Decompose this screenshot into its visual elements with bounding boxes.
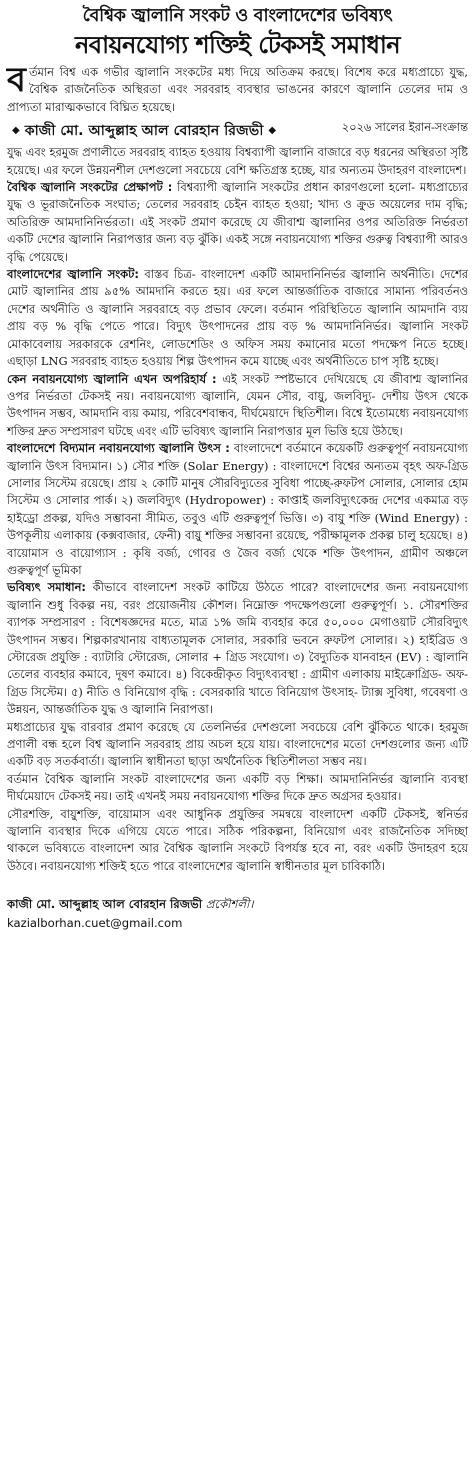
author-email[interactable]: kazialborhan.cuet@gmail.com xyxy=(7,916,183,931)
paragraph-6: মধ্যপ্রাচ্যের যুদ্ধ বারবার প্রমাণ করেছে যে তেলনির্ভর দেশগুলো সবচেয়ে বেশি ঝুঁকিতে থাকে। হরমুজ প্রণালী বন্ধ হলে বিশ্ব জ্বালানি সরবরাহ প্রায় অচল হয়ে যায়। বাংলাদেশের মতো দেশগুলোর জন্য এটি একটি বড় সতর্কবার্তা। জ্বালানি স্বাধীনতা ছাড়া অর্থনৈতিক স্থিতিশীলতা সম্ভব নয়। xyxy=(7,719,468,769)
section-context xyxy=(7,179,468,266)
section-text: বাংলাদেশে বর্তমানে কয়েকটি গুরুত্বপূর্ণ নবায়নযোগ্য জ্বালানি উৎস বিদ্যমান। ১) সৌর শক্তি (Solar Energy) : বাংলাদেশে বিশ্বের অন্যতম বৃহৎ অফ-গ্রিড সোলার সিস্টেম রয়েছে। প্রায় ২ কোটি মানুষ সৌরবিদ্যুতের সুবিধা পাচ্ছে-রুফটপ সোলার, সোলার হোম সিস্টেম ও সোলার পার্ক। ২) জলবিদ্যুৎ (Hydropower) : কাপ্তাই জলবিদ্যুৎকেন্দ্র দেশের একমাত্র বড় হাইড্রো প্রকল্প, যদিও সম্ভাবনা সীমিত, তবুও এটি গুরুত্বপূর্ণ ভিত্তি। ৩) বায়ু শক্তি (Wind Energy) : উপকূলীয় এলাকায় (কক্সবাজার, ফেনী) বায়ু শক্তির সম্ভাবনা রয়েছে, পরীক্ষামূলক প্রকল্প চালু হয়েছে। ৪) বায়োমাস ও বায়োগ্যাস : কৃষি বর্জ্য, গোবর ও জৈব বর্জ্য থেকে শক্তি উৎপাদন, গ্রামীণ অঞ্চলে গুরুত্বপূর্ণ ভূমিকা xyxy=(7,441,468,577)
paragraph-7: বর্তমান বৈশ্বিক জ্বালানি সংকট বাংলাদেশের জন্য একটি বড় শিক্ষা। আমদানিনির্ভর জ্বালানি ব্যবস্থা দীর্ঘমেয়াদে টেকসই নয়। তাই এখনই সময় নবায়নযোগ্য শক্তির দিকে দ্রুত অগ্রসর হওয়ার। xyxy=(7,771,468,804)
article-kicker: বৈশ্বিক জ্বালানি সংকট ও বাংলাদেশের ভবিষ্যৎ xyxy=(82,6,393,26)
signature xyxy=(7,895,468,914)
drop-cap: ব xyxy=(7,60,26,100)
section-future-solution xyxy=(7,579,468,718)
signature-role: প্রকৌশলী। xyxy=(205,897,254,912)
author-name: কাজী মো. আব্দুল্লাহ আল বোরহান রিজভী xyxy=(24,123,264,140)
paragraph-8: সৌরশক্তি, বায়ুশক্তি, বায়োমাস এবং আধুনিক প্রযুক্তির সমন্বয়ে বাংলাদেশ একটি টেকসই, স্বনির্ভর জ্বালানি ব্যবস্থার দিকে এগিয়ে যেতে পারে। সঠিক পরিকল্পনা, বিনিয়োগ এবং রাজনৈতিক সদিচ্ছা থাকলে ভবিষ্যতে বাংলাদেশ আর বৈশ্বিক জ্বালানি সংকটে বিপর্যস্ত হবে না, বরং একটি উদাহরণ হয়ে উঠবে। নবায়নযোগ্য শক্তিই হতে পারে বাংলাদেশের জ্বালানি স্বাধীনতার মূল চাবিকাঠি। xyxy=(7,806,468,873)
section-why-renewable xyxy=(7,371,468,441)
signature-name: কাজী মো. আব্দুল্লাহ আল বোরহান রিজভী xyxy=(7,897,203,912)
section-heading: বাংলাদেশের জ্বালানি সংকট: xyxy=(7,267,139,282)
byline xyxy=(7,119,468,143)
section-heading: কেন নবায়নযোগ্য জ্বালানি এখন অপরিহার্য : xyxy=(7,371,217,386)
diamond-icon: ◆ xyxy=(268,125,277,137)
article-headline: নবায়নযোগ্য শক্তিই টেকসই সমাধান xyxy=(75,31,400,59)
article-body xyxy=(7,60,469,875)
section-heading: বৈশ্বিক জ্বালানি সংকটের প্রেক্ষাপট : xyxy=(7,180,173,195)
section-text: বিশ্বব্যাপী জ্বালানি সংকটের প্রধান কারণগুলো হলো- মধ্যপ্রাচ্যের যুদ্ধ ও ভূরাজনৈতিক সংঘাত; তেলের সরবরাহ চেইন ব্যাহত হওয়া; খাদ্য ও ক্রুড অয়েলের দাম বৃদ্ধি; অতিরিক্ত আমদানিনির্ভরতা। এই সংকট প্রমাণ করেছে যে জীবাশ্ম জ্বালানির ওপর অতিরিক্ত নির্ভরতা একটি দেশের জ্বালানি নিরাপত্তার জন্য বড় ঝুঁকি। একই সঙ্গে নবায়নযোগ্য শক্তির গুরুত্ব বিশ্বব্যাপী আরও বৃদ্ধি পেয়েছে। xyxy=(7,180,469,264)
section-heading: বাংলাদেশে বিদ্যমান নবায়নযোগ্য জ্বালানি উৎস : xyxy=(7,441,230,456)
section-text: কীভাবে বাংলাদেশ সংকট কাটিয়ে উঠতে পারে? বাংলাদেশের জন্য নবায়নযোগ্য জ্বালানি শুধু বিকল্প নয়, বরং প্রয়োজনীয় কৌশল। নিম্নোক্ত পদক্ষেপগুলো গুরুত্বপূর্ণ। ১. সৌরশক্তির ব্যাপক সম্প্রসারণ : বিশেষজ্ঞদের মতে, মাত্র ১% জমি ব্যবহার করে ৫০,০০০ মেগাওয়াট সৌরবিদ্যুৎ উৎপাদন সম্ভব। শিল্পকারখানায় বাধ্যতামূলক সোলার, সরকারি ভবনে রুফটপ সোলার। ২) হাইব্রিড ও স্টোরেজ প্রযুক্তি : ব্যাটারি স্টোরেজ, সোলার + গ্রিড সংযোগ। ৩) বৈদ্যুতিক যানবাহন (EV) : জ্বালানি তেলের ব্যবহার কমাবে, দূষণ কমাবে। ৪) বিকেন্দ্রীকৃত বিদ্যুৎব্যবস্থা : গ্রামীণ এলাকায় মাইক্রোগ্রিড- অফ-গ্রিড সিস্টেম। ৫) নীতি ও বিনিয়োগ বৃদ্ধি : বেসরকারি খাতে বিনিয়োগ উৎসাহ- ট্যাক্স সুবিধা, গবেষণা ও উন্নয়ন, আন্তর্জাতিক যুদ্ধ ও জ্বালানি নিরাপত্তা। xyxy=(7,580,468,717)
intro-text: র্তমান বিশ্ব এক গভীর জ্বালানি সংকটের মধ্য দিয়ে অতিক্রম করছে। বিশেষ করে মধ্যপ্রাচ্যে যুদ্ধ, বৈশ্বিক রাজনৈতিক অস্থিরতা এবং সরবরাহ ব্যবস্থার ভাঙনের কারণে জ্বালানি তেলের দাম ও প্রাপ্যতা মারাত্মকভাবে বিঘ্নিত হয়েছে। xyxy=(7,65,468,114)
section-text: এই সংকট স্পষ্টভাবে দেখিয়েছে যে জীবাশ্ম জ্বালানির ওপর নির্ভরতা টেকসই নয়। নবায়নযোগ্য জ্বালানি, যেমন সৌর, বায়ু, জলবিদ্যু- দেশীয় উৎস থেকে উৎপাদন সম্ভব, আমদানি ব্যয় কমায়, পরিবেশবান্ধব, দীর্ঘমেয়াদে স্থিতিশীল। বিশ্বে ইতোমধ্যে নবায়নযোগ্য শক্তির দ্রুত সম্প্রসারণ ঘটছে এবং এটি ভবিষ্যৎ জ্বালানি নিরাপত্তার মূল ভিত্তি হয়ে উঠছে। xyxy=(7,371,469,438)
intro-paragraph xyxy=(7,60,468,116)
byline-side-text: ২০২৬ সালের ইরান-সংক্রান্ত xyxy=(341,120,468,135)
section-existing-sources xyxy=(7,440,468,579)
section-text: বাস্তব চিত্র- বাংলাদেশ একটি আমদানিনির্ভর জ্বালানি অর্থনীতি। দেশের মোট জ্বালানির প্রায় ৯৫% আমদানি করতে হয়। এর ফলে আন্তর্জাতিক বাজারে সামান্য পরিবর্তনও দেশের অর্থনীতি ও জ্বালানি সরবরাহে বড় প্রভাব ফেলে। বর্তমান পরিস্থিতিতে জ্বালানি আমদানি ব্যয় প্রায় বড় % বৃদ্ধি পেতে পারে। বিদ্যুৎ উৎপাদনের প্রায় বড় % আমদানিনির্ভর। জ্বালানি সংকট মোকাবেলায় সরকারকে রেশনিং, লোডশেডিং ও অফিস সময় কমানোর মতো পদক্ষেপ নিতে হচ্ছে। এছাড়া LNG সরবরাহ ব্যাহত হওয়ায় শিল্প উৎপাদন কমে যাচ্ছে এবং অর্থনীতিতে চাপ সৃষ্টি হচ্ছে। xyxy=(7,267,468,369)
section-bangladesh-crisis xyxy=(7,266,468,370)
diamond-icon: ◆ xyxy=(12,125,20,137)
section-heading: ভবিষ্যৎ সমাধান: xyxy=(7,580,86,595)
paragraph-1: যুদ্ধ এবং হরমুজ প্রণালীতে সরবরাহ ব্যাহত হওয়ায় বিশ্বব্যাপী জ্বালানি বাজারে বড় ধরনের অস্থিরতা সৃষ্টি হয়েছে। এর ফলে উন্নয়নশীল দেশগুলো সবচেয়ে বেশি ক্ষতিগ্রস্ত হচ্ছে, যার অন্যতম উদাহরণ বাংলাদেশ। xyxy=(7,145,468,177)
byline-box xyxy=(7,119,281,143)
